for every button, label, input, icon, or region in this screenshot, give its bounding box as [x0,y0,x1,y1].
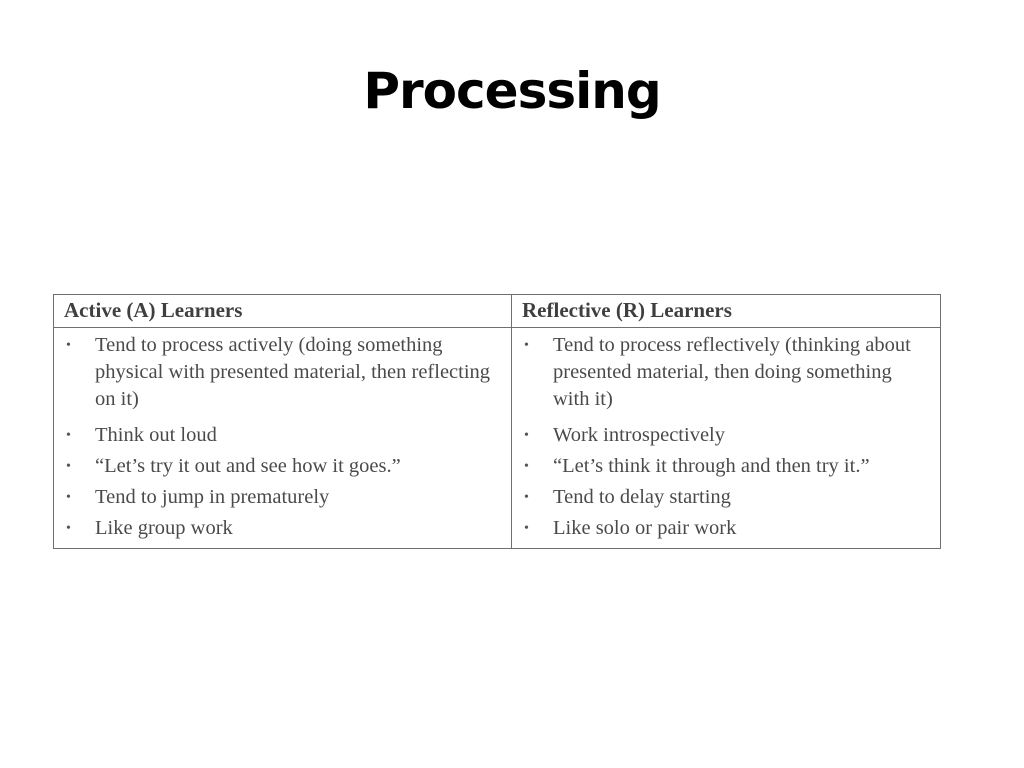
reflective-learners-cell [512,328,941,549]
active-learners-list [62,332,503,542]
bullet-icon: • [66,490,71,505]
list-item [520,484,932,511]
list-item [520,332,932,413]
bullet-icon: • [66,521,71,536]
active-learners-header: Active (A) Learners [54,295,512,328]
bullet-icon: • [524,338,529,353]
bullet-icon: • [66,338,71,353]
list-item [520,422,932,449]
list-item-text: Like group work [95,517,233,539]
bullet-icon: • [524,428,529,443]
list-item-text: Tend to process reflectively (thinking about presented material, then doing something with it) [553,334,911,410]
reflective-learners-list [520,332,932,542]
list-item [62,484,503,511]
bullet-icon: • [524,459,529,474]
learners-comparison-table [53,294,941,549]
table-header-row [54,295,941,328]
list-item [62,422,503,449]
bullet-icon: • [66,459,71,474]
bullet-icon: • [524,521,529,536]
list-item-text: Tend to jump in prematurely [95,486,330,508]
table-body-row [54,328,941,549]
bullet-icon: • [524,490,529,505]
list-item-text: “Let’s think it through and then try it.” [553,455,870,477]
list-item [62,515,503,542]
list-item-text: “Let’s try it out and see how it goes.” [95,455,401,477]
list-item [62,332,503,413]
active-learners-cell [54,328,512,549]
list-item-text: Work introspectively [553,424,725,446]
list-item [520,453,932,480]
list-item-text: Tend to delay starting [553,486,731,508]
list-item-text: Tend to process actively (doing something physical with presented material, then reflecting on it) [95,334,491,410]
list-item-text: Like solo or pair work [553,517,737,539]
bullet-icon: • [66,428,71,443]
list-item [62,453,503,480]
list-item-text: Think out loud [95,424,217,446]
reflective-learners-header: Reflective (R) Learners [512,295,941,328]
slide-title: Processing [363,62,661,120]
list-item [520,515,932,542]
